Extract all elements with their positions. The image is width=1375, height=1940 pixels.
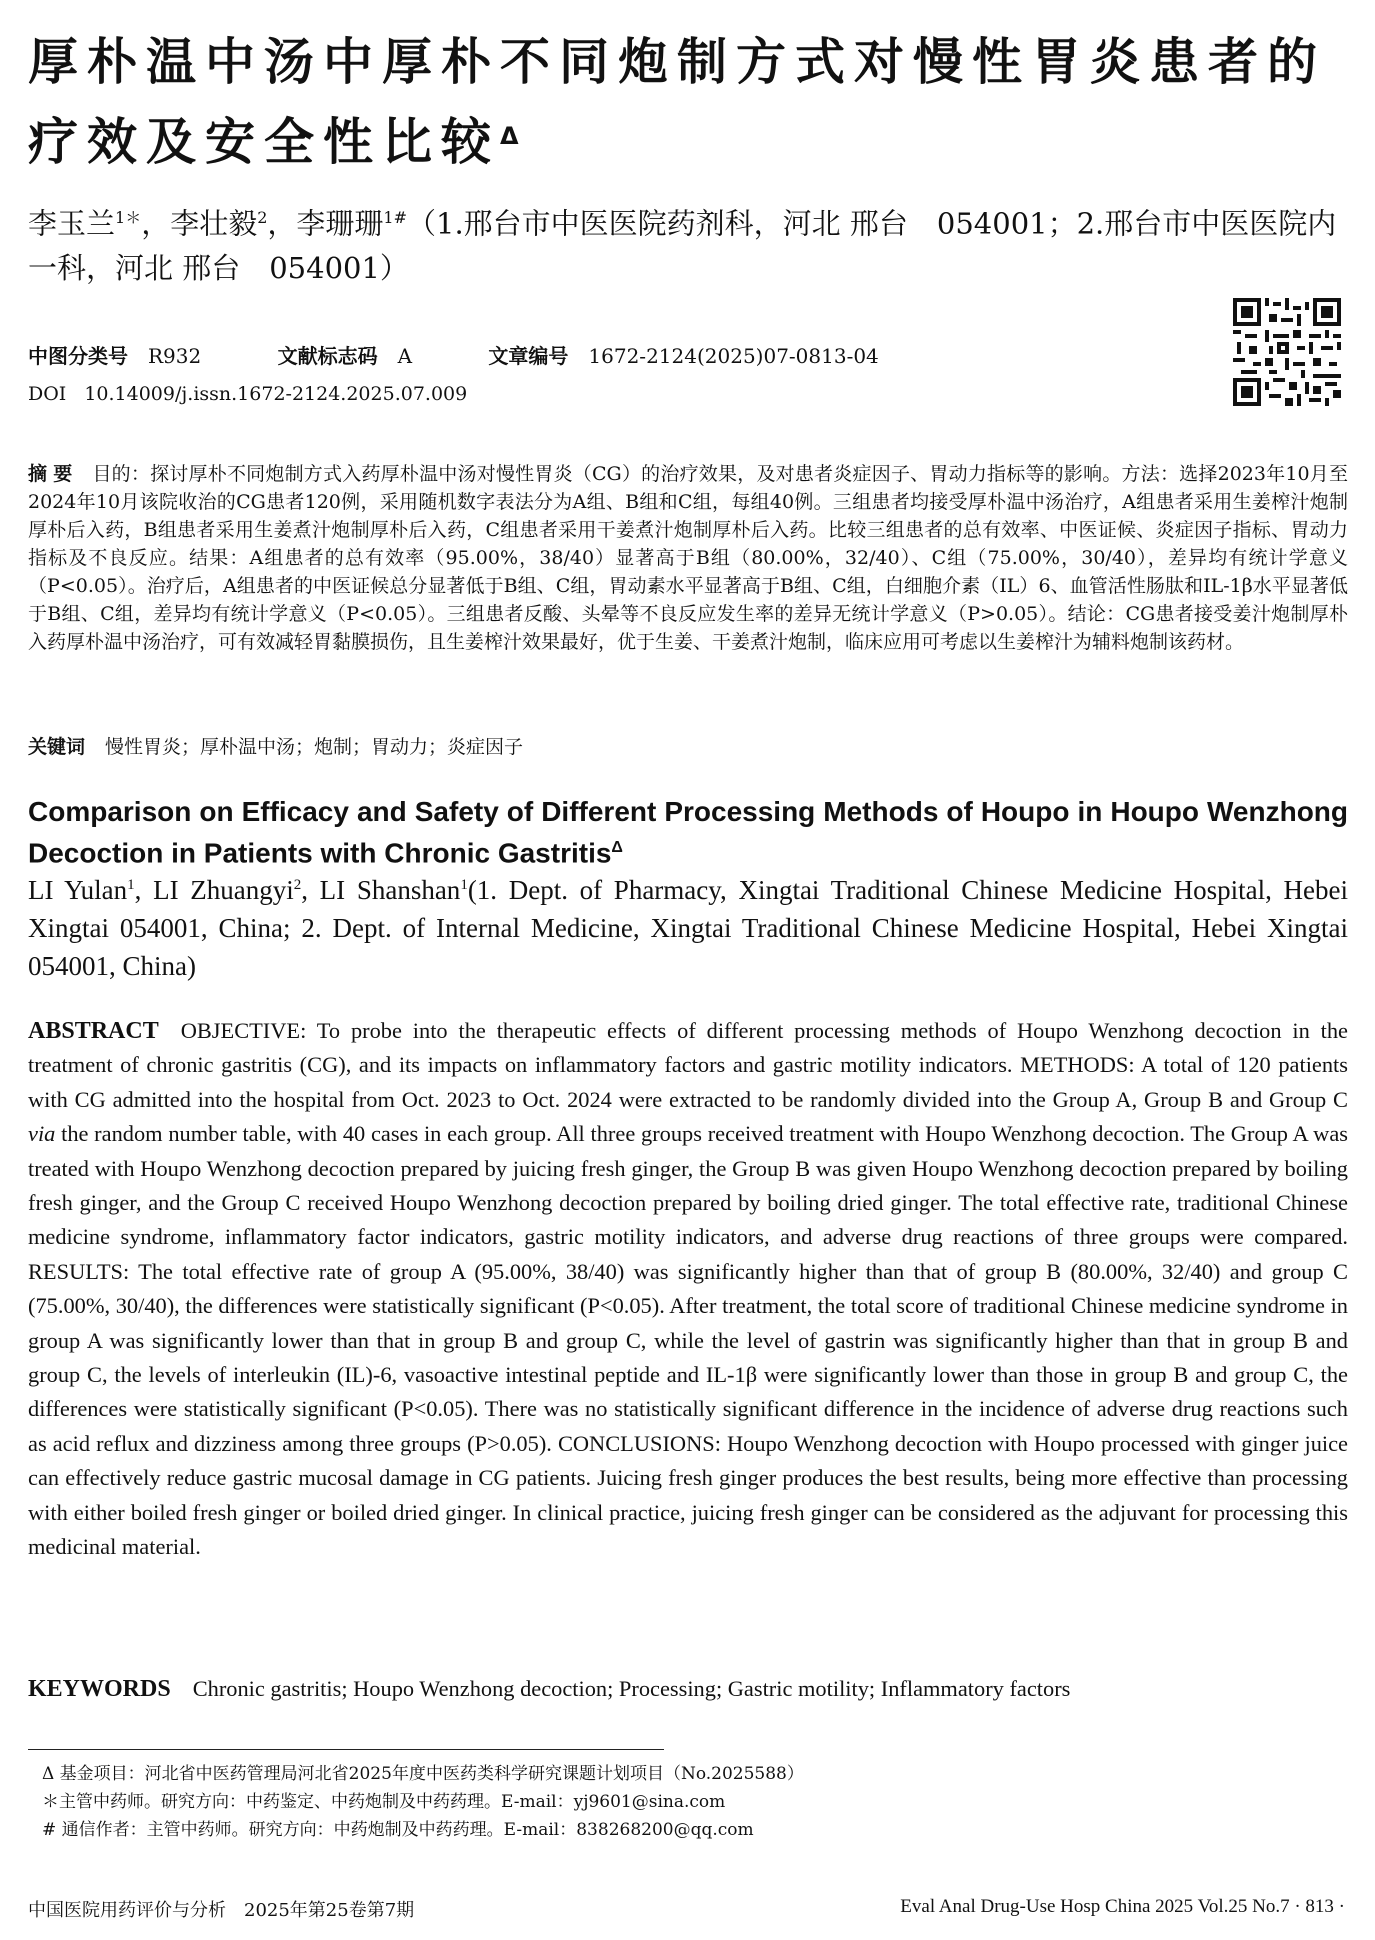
footnote-first-author: ＊主管中药师。研究方向：中药鉴定、中药炮制及中药药理。E-mail：yj9601@sina.com: [42, 1792, 726, 1812]
keywords-chinese: [28, 732, 1348, 759]
footnote-funding: Δ 基金项目：河北省中医药管理局河北省2025年度中医药类科学研究课题计划项目（No.2025588）: [42, 1764, 804, 1784]
authors-english: [28, 866, 1348, 985]
running-footer-page: Eval Anal Drug-Use Hosp China 2025 Vol.25 No.7 · 813 ·: [900, 1896, 1345, 1917]
affiliation-chinese: （1.邢台市中医医院药剂科，河北 邢台 054001；2.邢台市中医医院内一科，河北 邢台 054001）: [28, 206, 1337, 285]
clc-label: 中图分类号: [28, 344, 128, 368]
keywords-english-label: KEYWORDS: [28, 1676, 171, 1702]
doi-label: DOI: [28, 383, 67, 405]
author-en-1: LI Yulan: [28, 875, 128, 905]
author-3: ，李珊珊: [267, 206, 384, 241]
authors-chinese: [28, 196, 1358, 290]
title-chinese: [28, 22, 1358, 182]
qr-code-icon: [1233, 297, 1341, 407]
author-en-2-sup: 2: [293, 877, 302, 893]
title-chinese-text: 厚朴温中汤中厚朴不同炮制方式对慢性胃炎患者的疗效及安全性比较: [28, 33, 1326, 171]
abstract-english-text-2: the random number table, with 40 cases in each group. All three groups received treatment with Houpo Wenzhong decoction. The Group A was treated with Houpo Wenzhong decoction prepared by juicing fresh ginger, the Group B was given Houpo Wenzhong decoction prepared by boiling fresh ginger, and the Group C received Houpo Wenzhong decoction prepared by boiling dried ginger. The total effective rate, traditional Chinese medicine syndrome, inflammatory factor indicators, gastric motility indicators, and adverse drug reactions of three groups were compared. RESULTS: The total effective rate of group A (95.00%, 38/40) was significantly higher than that of group B (80.00%, 32/40) and group C (75.00%, 30/40), the differences were statistically significant (P<0.05). After treatment, the total score of traditional Chinese medicine syndrome in group A was significantly lower than that in group B and group C, while the level of gastrin was significantly higher than that in group B and group C, the levels of interleukin (IL)-6, vasoactive intestinal peptide and IL-1β were significantly lower than those in group B and group C, the differences were statistically significant (P<0.05). There was no statistically significant difference in the incidence of adverse drug reactions such as acid reflux and dizziness among three groups (P>0.05). CONCLUSIONS: Houpo Wenzhong decoction with Houpo processed with ginger juice can effectively reduce gastric mucosal damage in CG patients. Juicing fresh ginger produces the best results, being more effective than processing with either boiled fresh ginger or boiled dried ginger. In clinical practice, juicing fresh ginger can be considered as the adjuvant for processing this medicinal material.: [28, 1121, 1348, 1560]
keywords-english-text: Chronic gastritis; Houpo Wenzhong decoction; Processing; Gastric motility; Inflammatory factors: [192, 1676, 1071, 1701]
author-2-sup: 2: [257, 208, 268, 227]
article-no-value: 1672-2124(2025)07-0813-04: [588, 344, 879, 368]
doi-row: [28, 383, 467, 405]
abstract-chinese: [28, 460, 1348, 656]
footnote-corresponding-author: # 通信作者：主管中药师。研究方向：中药炮制及中药药理。E-mail：838268200@qq.com: [42, 1820, 754, 1840]
title-english-text: Comparison on Efficacy and Safety of Different Processing Methods of Houpo in Houpo Wenzhong Decoction in Patients with Chronic Gastritis: [28, 796, 1348, 869]
author-1: 李玉兰: [28, 206, 116, 241]
doi-value: 10.14009/j.issn.1672-2124.2025.07.009: [84, 383, 468, 405]
doc-code-label: 文献标志码: [277, 344, 378, 368]
author-en-2: , LI Zhuangyi: [134, 875, 294, 905]
funding-mark: Δ: [500, 122, 519, 150]
keywords-english: [28, 1676, 1348, 1703]
clc-value: R932: [148, 344, 202, 368]
title-english: [28, 794, 1348, 871]
footnote-divider: [28, 1749, 664, 1750]
author-1-sup: 1＊: [115, 208, 142, 227]
keywords-chinese-text: 慢性胃炎；厚朴温中汤；炮制；胃动力；炎症因子: [105, 736, 524, 758]
classification-row: [28, 340, 879, 369]
author-en-3-sup: 1: [460, 877, 468, 893]
author-en-1-sup: 1: [127, 877, 135, 893]
doc-code-value: A: [397, 344, 413, 368]
abstract-english-via: via: [28, 1121, 56, 1147]
abstract-english-label: ABSTRACT: [28, 1018, 159, 1044]
abstract-chinese-label: 摘要: [28, 463, 79, 485]
author-en-3: , LI Shanshan: [301, 875, 461, 905]
affiliation-english: (1. Dept. of Pharmacy, Xingtai Traditional Chinese Medicine Hospital, Hebei Xingtai 054001, China; 2. Dept. of Internal Medicine, Xingtai Traditional Chinese Medicine Hospital, Hebei Xingtai 054001, China): [28, 875, 1348, 981]
abstract-chinese-text: 目的：探讨厚朴不同炮制方式入药厚朴温中汤对慢性胃炎（CG）的治疗效果，及对患者炎症因子、胃动力指标等的影响。方法：选择2023年10月至2024年10月该院收治的CG患者120例，采用随机数字表法分为A组、B组和C组，每组40例。三组患者均接受厚朴温中汤治疗，A组患者采用生姜榨汁炮制厚朴后入药，B组患者采用生姜煮汁炮制厚朴后入药，C组患者采用干姜煮汁炮制厚朴后入药。比较三组患者的总有效率、中医证候、炎症因子指标、胃动力指标及不良反应。结果：A组患者的总有效率（95.00%，38/40）显著高于B组（80.00%，32/40）、C组（75.00%，30/40），差异均有统计学意义（P<0.05）。治疗后，A组患者的中医证候总分显著低于B组、C组，胃动素水平显著高于B组、C组，白细胞介素（IL）6、血管活性肠肽和IL-1β水平显著低于B组、C组，差异均有统计学意义（P<0.05）。三组患者反酸、头晕等不良反应发生率的差异无统计学意义（P>0.05）。结论：CG患者接受姜汁炮制厚朴入药厚朴温中汤治疗，可有效减轻胃黏膜损伤，且生姜榨汁效果最好，优于生姜、干姜煮汁炮制，临床应用可考虑以生姜榨汁为辅料炮制该药材。: [28, 463, 1348, 653]
author-2: ，李壮毅: [141, 206, 258, 241]
article-no-label: 文章编号: [488, 344, 569, 368]
author-3-sup: 1#: [383, 208, 408, 227]
abstract-english-text-1: OBJECTIVE: To probe into the therapeutic effects of different processing methods of Houpo Wenzhong decoction in the treatment of chronic gastritis (CG), and its impacts on inflammatory factors and gastric motility indicators. METHODS: A total of 120 patients with CG admitted into the hospital from Oct. 2023 to Oct. 2024 were extracted to be randomly divided into the Group A, Group B and Group C: [28, 1018, 1348, 1112]
title-english-mark: Δ: [611, 839, 623, 856]
running-footer-journal: 中国医院用药评价与分析 2025年第25卷第7期: [28, 1900, 415, 1921]
keywords-chinese-label: 关键词: [28, 736, 86, 758]
abstract-english: [28, 1014, 1348, 1565]
